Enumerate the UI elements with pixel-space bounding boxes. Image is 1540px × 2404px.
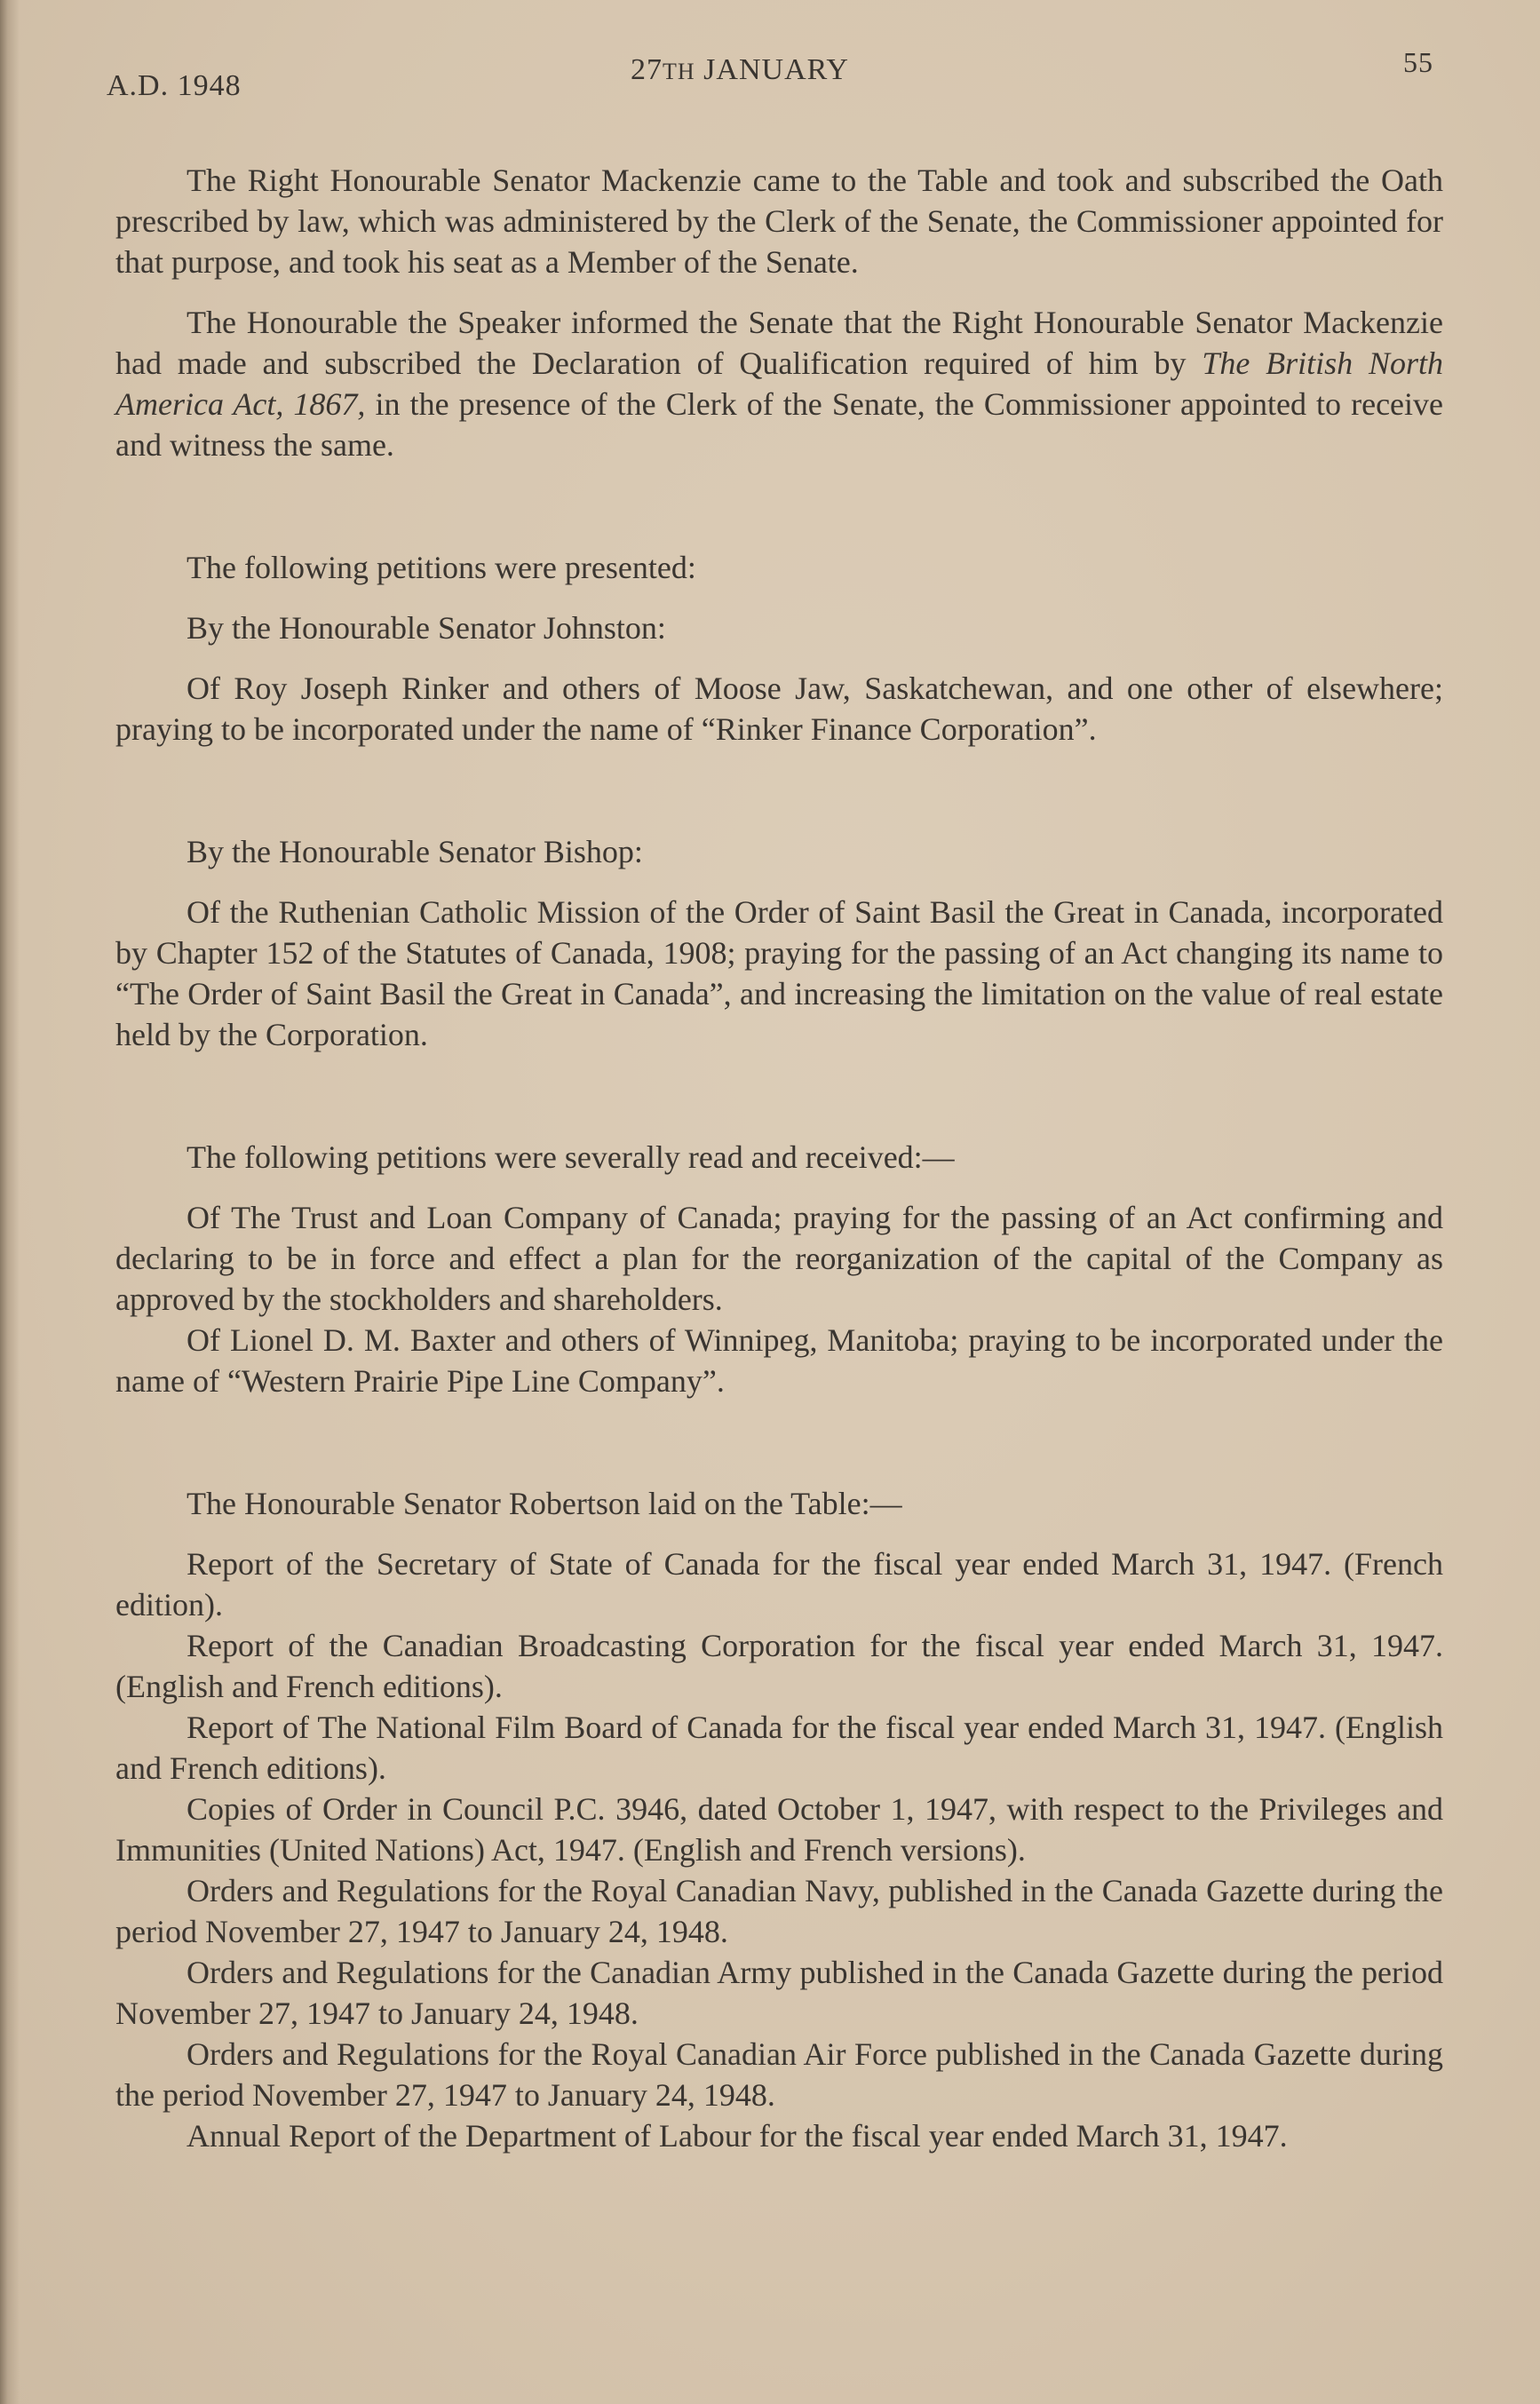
page-number: 55	[1403, 46, 1433, 78]
list-item: Annual Report of the Department of Labour for the fiscal year ended March 31, 1947.	[187, 2118, 1288, 2154]
by-senator-johnston: By the Honourable Senator Johnston:	[187, 610, 666, 646]
petition-trust-loan: Of The Trust and Loan Company of Canada; praying for the passing of an Act confirming and declaring to be in force and effect a plan for the reorganization of the capital of the Company as approved by the stockholders and shareholders.	[115, 1200, 1443, 1317]
header-date-day: 27	[631, 53, 663, 86]
by-senator-bishop: By the Honourable Senator Bishop:	[187, 834, 643, 869]
page-binding-edge	[0, 0, 20, 2404]
petition-ruthenian-mission: Of the Ruthenian Catholic Mission of the Order of Saint Basil the Great in Canada, incorporated by Chapter 152 of the Statutes of Canada, 1908; praying for the passing of an Act changing its name to “The Order of Saint Basil the Great in Canada”, and increasing the limitation on the value of real estate held by the Corporation.	[115, 894, 1443, 1052]
list-item: Report of the Canadian Broadcasting Corporation for the fiscal year ended March 31, 1947. (English and French editions).	[115, 1628, 1443, 1704]
qualification-text-end: in the presence of the Clerk of the Senate, the Commissioner appointed to receive and witness the same.	[115, 386, 1444, 463]
page-body	[115, 160, 1443, 2156]
header-date	[631, 53, 849, 87]
petitions-presented-intro: The following petitions were presented:	[187, 550, 696, 585]
list-item: Orders and Regulations for the Royal Canadian Air Force published in the Canada Gazette during the period November 27, 1947 to January 24, 1948.	[115, 2036, 1443, 2113]
tabled-documents-list	[115, 1543, 1443, 2156]
header-year: A.D. 1948	[107, 69, 242, 102]
list-item: Report of the Secretary of State of Canada for the fiscal year ended March 31, 1947. (French edition).	[115, 1546, 1443, 1623]
tabled-intro: The Honourable Senator Robertson laid on the Table:—	[187, 1486, 902, 1521]
act-title: The British North America Act, 1867,	[115, 345, 1443, 422]
list-item: Orders and Regulations for the Canadian Army published in the Canada Gazette during the period November 27, 1947 to January 24, 1948.	[115, 1955, 1443, 2031]
petitions-read-intro: The following petitions were severally read and received:—	[187, 1139, 955, 1175]
petition-baxter: Of Lionel D. M. Baxter and others of Winnipeg, Manitoba; praying to be incorporated under the name of “Western Prairie Pipe Line Company”.	[115, 1322, 1443, 1399]
page-header	[107, 46, 1433, 107]
petition-rinker: Of Roy Joseph Rinker and others of Moose Jaw, Saskatchewan, and one other of elsewhere; praying to be incorporated under the name of “Rinker Finance Corporation”.	[115, 670, 1443, 747]
header-date-suffix: TH	[663, 59, 695, 84]
list-item: Report of The National Film Board of Canada for the fiscal year ended March 31, 1947. (English and French editions).	[115, 1710, 1443, 1786]
qualification-paragraph	[115, 302, 1443, 465]
list-item: Copies of Order in Council P.C. 3946, dated October 1, 1947, with respect to the Privileges and Immunities (United Nations) Act, 1947. (English and French versions).	[115, 1791, 1443, 1868]
oath-paragraph: The Right Honourable Senator Mackenzie came to the Table and took and subscribed the Oath prescribed by law, which was administered by the Clerk of the Senate, the Commissioner appointed for that purpose, and took his seat as a Member of the Senate.	[115, 163, 1443, 280]
qualification-text-start: The Honourable the Speaker informed the Senate that the Right Honourable Senator Mackenzie had made and subscribed the Declaration of Qualification required of him by	[115, 305, 1443, 381]
list-item: Orders and Regulations for the Royal Canadian Navy, published in the Canada Gazette during the period November 27, 1947 to January 24, 1948.	[115, 1873, 1443, 1949]
header-date-month: JANUARY	[703, 53, 849, 86]
